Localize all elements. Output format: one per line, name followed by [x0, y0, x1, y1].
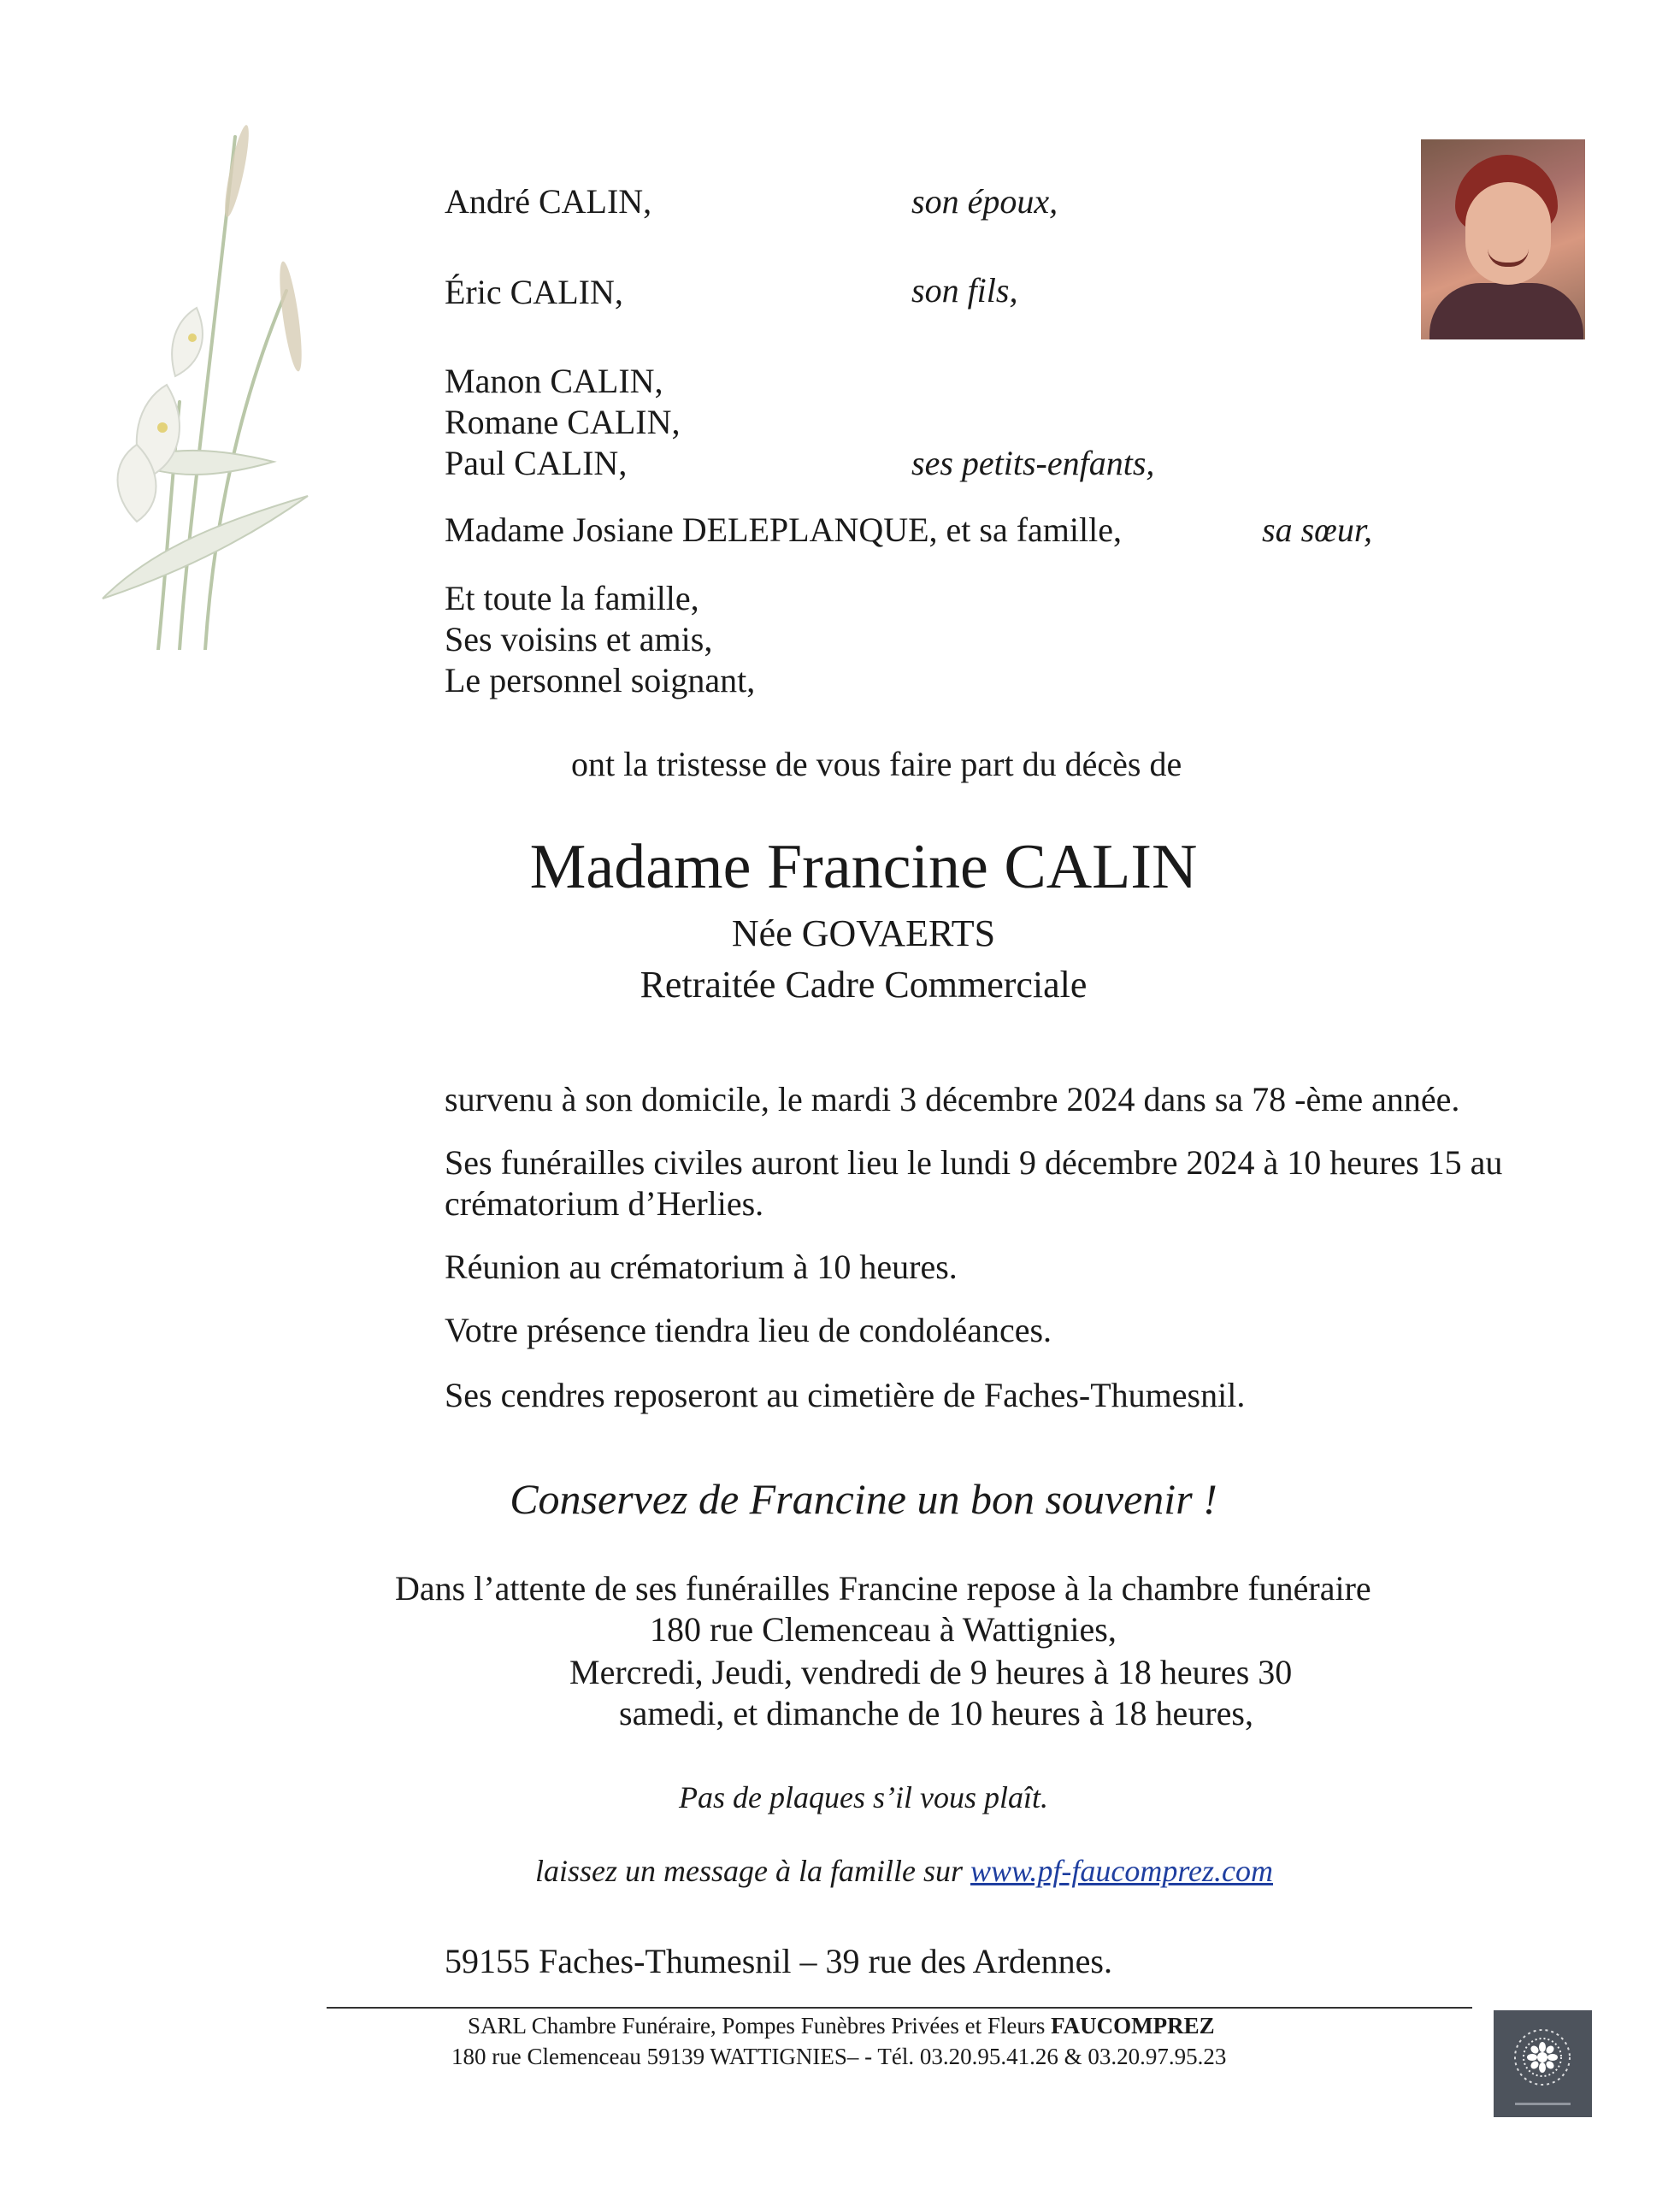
family-name-grandchild: Manon CALIN,	[445, 362, 663, 400]
footer-divider	[327, 2007, 1472, 2009]
website-link[interactable]: www.pf-faucomprez.com	[970, 1854, 1273, 1888]
relation-husband: son époux,	[911, 182, 1058, 221]
visitation-hours-weekday: Mercredi, Jeudi, vendredi de 9 heures à 18 heures 30	[569, 1653, 1293, 1691]
message-line	[535, 1852, 1273, 1890]
flower-icon	[1494, 2010, 1592, 2117]
family-name-grandchild: Paul CALIN,	[445, 444, 628, 482]
funeral-location: crématorium d’Herlies.	[445, 1184, 764, 1223]
no-plaques-note: Pas de plaques s’il vous plaît.	[679, 1780, 1048, 1814]
meeting-details: Réunion au crématorium à 10 heures.	[445, 1248, 958, 1286]
relation-son: son fils,	[911, 271, 1018, 310]
announcement-text: ont la tristesse de vous faire part du décès de	[571, 745, 1182, 783]
message-prefix: laissez un message à la famille sur	[535, 1854, 963, 1888]
ashes-details: Ses cendres reposeront au cimetière de Faches-Thumesnil.	[445, 1376, 1246, 1414]
address-line: 59155 Faches-Thumesnil – 39 rue des Ardennes.	[445, 1942, 1112, 1980]
visitation-address: 180 rue Clemenceau à Wattignies,	[650, 1610, 1117, 1649]
family-others: Et toute la famille,	[445, 579, 699, 617]
relation-grandchildren: ses petits-enfants,	[911, 444, 1155, 482]
family-name-sister: Madame Josiane DELEPLANQUE, et sa famille,	[445, 510, 1123, 549]
deceased-occupation: Retraitée Cadre Commerciale	[640, 964, 1088, 1006]
deceased-maiden-name: Née GOVAERTS	[731, 912, 996, 954]
relation-sister: sa sœur,	[1262, 510, 1372, 549]
footer-contact: 180 rue Clemenceau 59139 WATTIGNIES– - Tél. 03.20.95.41.26 & 03.20.97.95.23	[451, 2044, 1227, 2069]
visitation-line: Dans l’attente de ses funérailles Francine repose à la chambre funéraire	[395, 1569, 1371, 1608]
family-name-son: Éric CALIN,	[445, 273, 623, 311]
death-details: survenu à son domicile, le mardi 3 décembre 2024 dans sa 78 -ème année.	[445, 1080, 1460, 1118]
family-name-husband: André CALIN,	[445, 182, 652, 221]
lily-illustration	[77, 120, 368, 650]
remembrance-text: Conservez de Francine un bon souvenir !	[510, 1475, 1217, 1523]
condolences-note: Votre présence tiendra lieu de condoléances.	[445, 1311, 1052, 1349]
funeral-home-logo	[1494, 2010, 1592, 2117]
family-others: Ses voisins et amis,	[445, 620, 713, 658]
family-name-grandchild: Romane CALIN,	[445, 403, 681, 441]
deceased-name: Madame Francine CALIN	[529, 832, 1198, 902]
footer-brand: FAUCOMPREZ	[1051, 2013, 1215, 2039]
family-others: Le personnel soignant,	[445, 661, 756, 699]
funeral-details: Ses funérailles civiles auront lieu le lundi 9 décembre 2024 à 10 heures 15 au	[445, 1143, 1503, 1182]
visitation-hours-weekend: samedi, et dimanche de 10 heures à 18 heures,	[619, 1694, 1253, 1732]
portrait-photo	[1421, 139, 1585, 339]
footer-company	[468, 2011, 1215, 2040]
footer-company-prefix: SARL Chambre Funéraire, Pompes Funèbres Privées et Fleurs	[468, 2013, 1046, 2039]
